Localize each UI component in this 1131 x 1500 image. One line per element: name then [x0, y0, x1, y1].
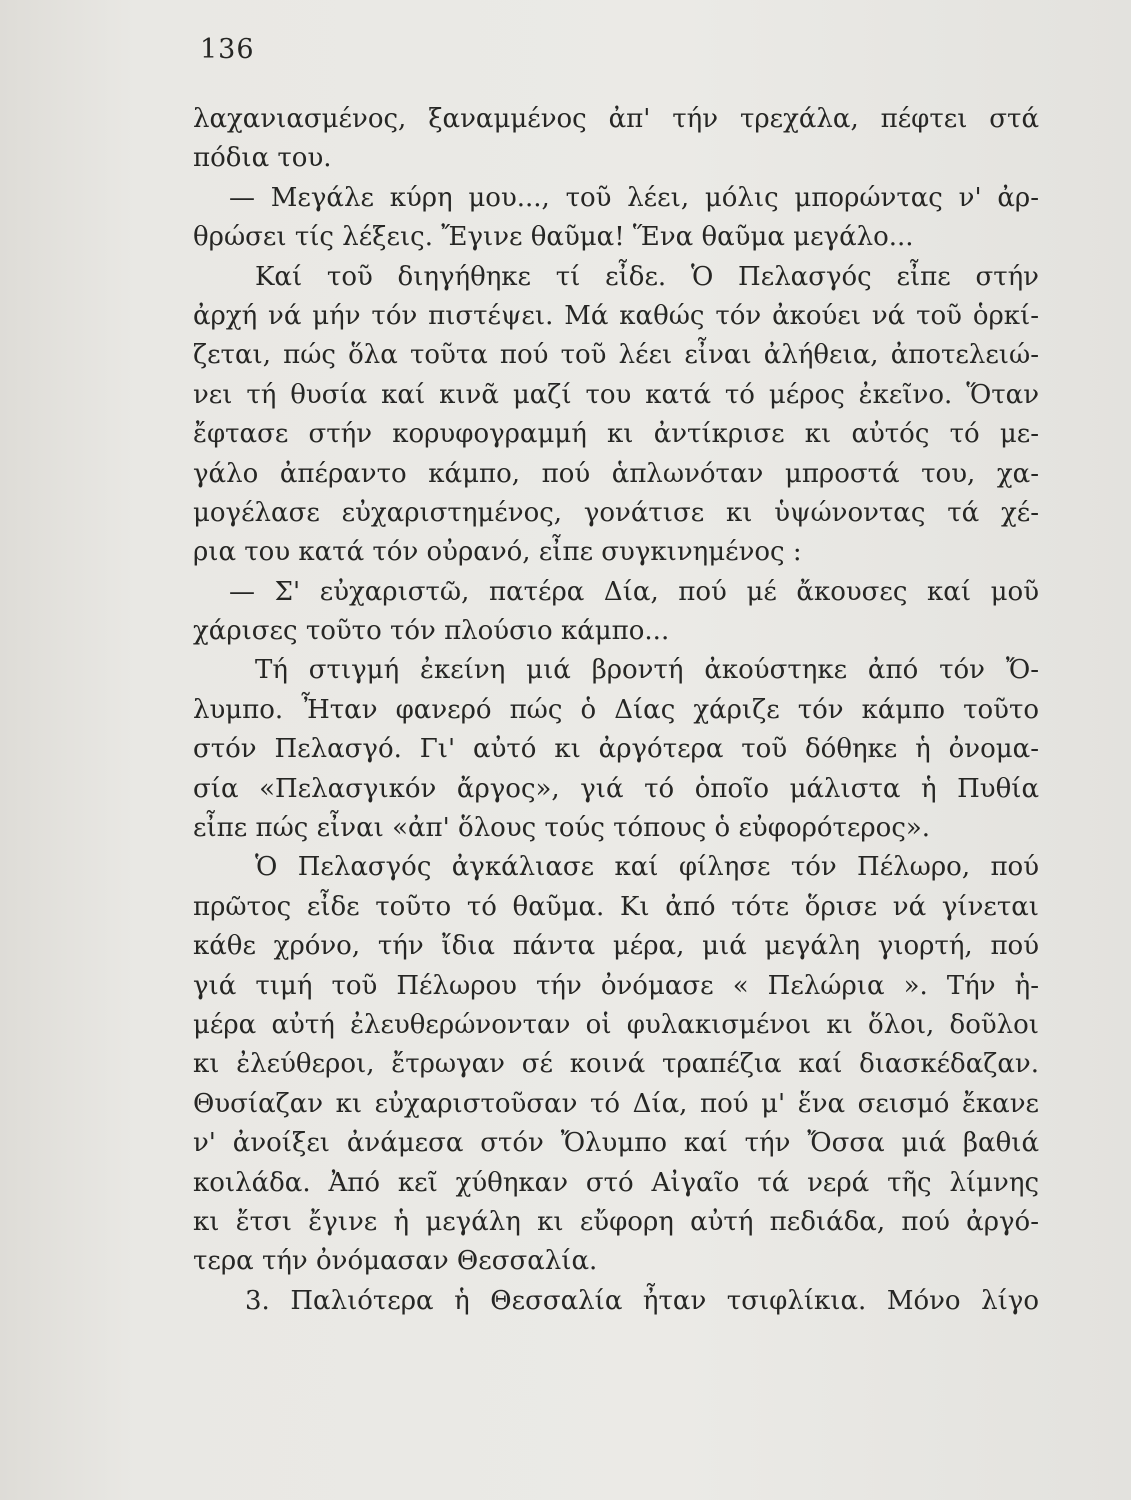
- text-line: — Μεγάλε κύρη μου..., τοῦ λέει, μόλις μπορώντας ν' ἀρ-: [229, 182, 1039, 213]
- text-line: στόν Πελασγό. Γι' αὐτό κι ἀργότερα τοῦ δόθηκε ἡ ὀνομα-: [193, 734, 1039, 765]
- text-line: Θυσίαζαν κι εὐχαριστοῦσαν τό Δία, πού μ' ἕνα σεισμό ἔκανε: [193, 1088, 1039, 1119]
- text-line: ρια του κατά τόν οὐρανό, εἶπε συγκινημένος :: [193, 537, 802, 568]
- text-line: γιά τιμή τοῦ Πέλωρου τήν ὀνόμασε « Πελώρια ». Τήν ἡ-: [193, 970, 1039, 1001]
- text-line: ἔφτασε στήν κορυφογραμμή κι ἀντίκρισε κι αὐτός τό με-: [193, 419, 1039, 450]
- text-line: νει τή θυσία καί κινᾶ μαζί του κατά τό μέρος ἐκεῖνο. Ὅταν: [193, 379, 1039, 410]
- text-line: κάθε χρόνο, τήν ἴδια πάντα μέρα, μιά μεγάλη γιορτή, πού: [193, 931, 1039, 962]
- text-line: κι ἔτσι ἔγινε ἡ μεγάλη κι εὔφορη αὐτή πεδιάδα, πού ἀργό-: [193, 1206, 1039, 1237]
- text-line: Ὁ Πελασγός ἀγκάλιασε καί φίλησε τόν Πέλωρο, πού: [255, 852, 1039, 883]
- text-line: — Σ' εὐχαριστῶ, πατέρα Δία, πού μέ ἄκουσες καί μοῦ: [229, 576, 1039, 607]
- text-line: πρῶτος εἶδε τοῦτο τό θαῦμα. Κι ἀπό τότε ὅρισε νά γίνεται: [193, 891, 1039, 922]
- text-line: κι ἐλεύθεροι, ἔτρωγαν σέ κοινά τραπέζια καί διασκέδαζαν.: [193, 1049, 1039, 1080]
- text-line: κοιλάδα. Ἀπό κεῖ χύθηκαν στό Αἰγαῖο τά νερά τῆς λίμνης: [193, 1167, 1039, 1198]
- text-line: χάρισες τοῦτο τόν πλούσιο κάμπο...: [193, 616, 670, 647]
- text-line: 3. Παλιότερα ἡ Θεσσαλία ἦταν τσιφλίκια. Μόνο λίγο: [245, 1285, 1039, 1316]
- text-line: λυμπο. Ἦταν φανερό πώς ὁ Δίας χάριζε τόν κάμπο τοῦτο: [193, 694, 1039, 725]
- text-line: Καί τοῦ διηγήθηκε τί εἶδε. Ὁ Πελασγός εἶπε στήν: [255, 261, 1039, 292]
- page-number: 136: [200, 34, 255, 65]
- text-line: μογέλασε εὐχαριστημένος, γονάτισε κι ὑψώνοντας τά χέ-: [193, 497, 1039, 528]
- text-line: Τή στιγμή ἐκείνη μιά βροντή ἀκούστηκε ἀπό τόν Ὄ-: [255, 655, 1039, 686]
- text-line: πόδια του.: [193, 143, 332, 174]
- text-line: ν' ἀνοίξει ἀνάμεσα στόν Ὄλυμπο καί τήν Ὄσσα μιά βαθιά: [193, 1128, 1039, 1159]
- text-line: ζεται, πώς ὅλα τοῦτα πού τοῦ λέει εἶναι ἀλήθεια, ἀποτελειώ-: [193, 340, 1039, 371]
- text-line: γάλο ἀπέραντο κάμπο, πού ἁπλωνόταν μπροστά του, χα-: [193, 458, 1039, 489]
- text-line: ἀρχή νά μήν τόν πιστέψει. Μά καθώς τόν ἀκούει νά τοῦ ὁρκί-: [193, 300, 1039, 331]
- text-line: μέρα αὐτή ἐλευθερώνονταν οἱ φυλακισμένοι κι ὅλοι, δοῦλοι: [193, 1009, 1039, 1040]
- text-line: εἶπε πώς εἶναι «ἀπ' ὅλους τούς τόπους ὁ εὐφορότερος».: [193, 813, 931, 844]
- body-text: [193, 100, 1039, 1321]
- text-line: σία «Πελασγικόν ἄργος», γιά τό ὁποῖο μάλιστα ἡ Πυθία: [193, 773, 1039, 804]
- text-line: θρώσει τίς λέξεις. Ἔγινε θαῦμα! Ἕνα θαῦμα μεγάλο...: [193, 222, 914, 253]
- text-line: τερα τήν ὀνόμασαν Θεσσαλία.: [193, 1246, 598, 1277]
- text-line: λαχανιασμένος, ξαναμμένος ἀπ' τήν τρεχάλα, πέφτει στά: [193, 104, 1039, 134]
